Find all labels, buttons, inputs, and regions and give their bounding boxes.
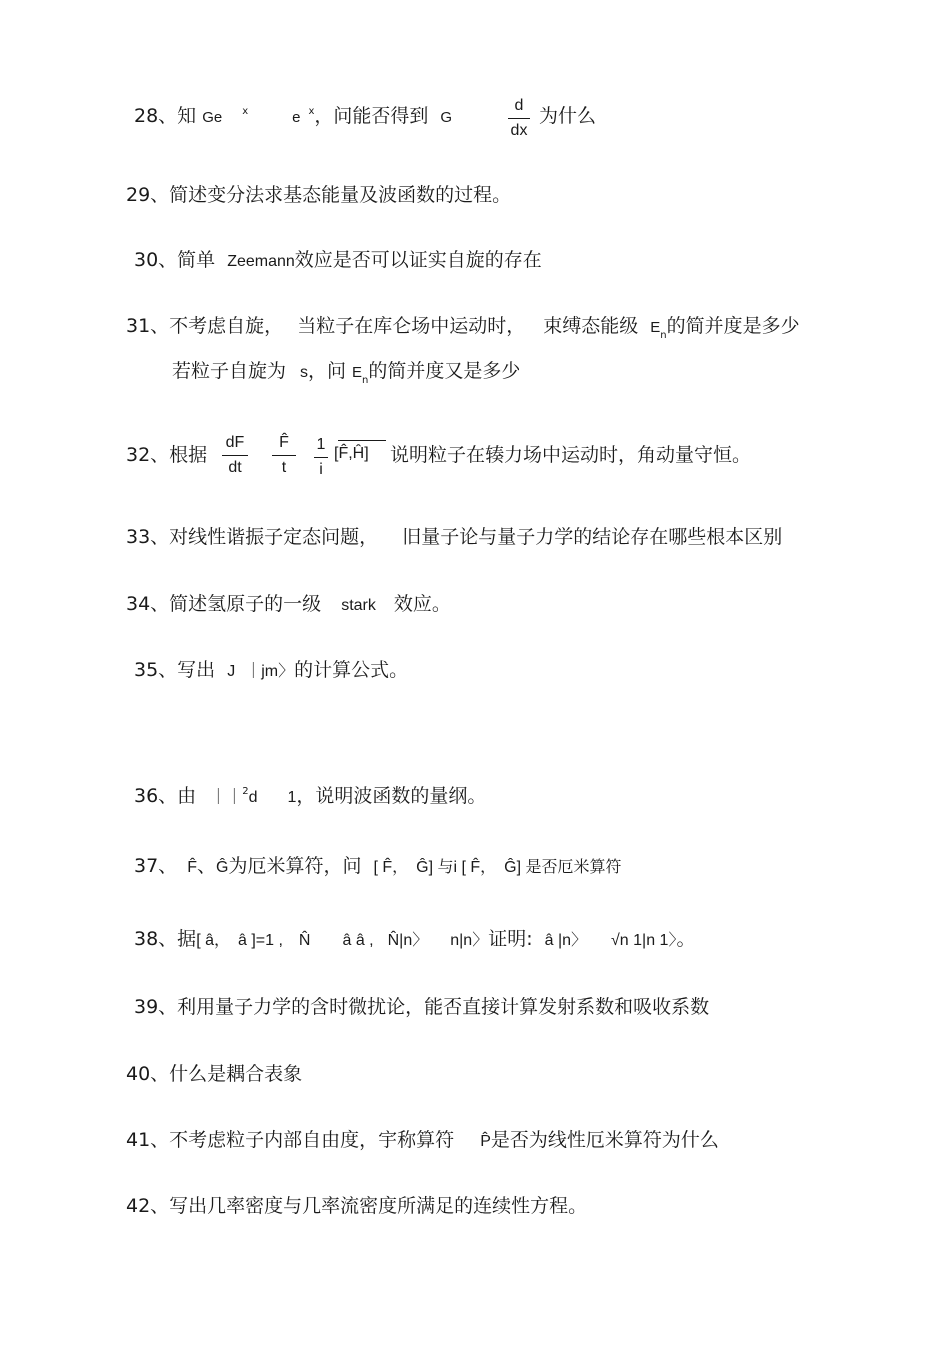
q36-bars: ｜｜: [210, 789, 243, 806]
question-42: 42、写出几率密度与几率流密度所满足的连续性方程。: [126, 1195, 588, 1217]
q38-c2: â ]=1 ,: [237, 932, 283, 949]
q31-a: 31、不考虑自旋，: [126, 315, 284, 337]
q41-P: P̂: [480, 1133, 491, 1150]
q28-frac-num: d: [514, 97, 524, 114]
q33-a: 33、对线性谐振子定态问题，: [126, 526, 379, 548]
q31-n2: n: [362, 375, 369, 386]
q34-end: 效应。: [393, 593, 451, 615]
question-35: [134, 661, 408, 680]
q28-x2: x: [308, 106, 315, 117]
q28-number: 28、知: [134, 105, 197, 127]
q32-dF: dF: [225, 434, 245, 451]
q31-s: s: [300, 364, 309, 381]
q32-end: 说明粒子在辏力场中运动时，角动量守恒。: [390, 444, 752, 466]
q38-nn: n|n〉: [450, 932, 489, 949]
question-33: [126, 528, 782, 547]
q38-an: â |n〉: [544, 932, 588, 949]
q32-frac-Ft: [272, 434, 296, 477]
q28-G2: G: [440, 109, 453, 126]
q32-frac-1i: [314, 436, 328, 479]
q32-F: F̂: [279, 434, 289, 451]
q37-sep: 、: [196, 855, 216, 877]
q37-G: Ĝ: [215, 859, 229, 876]
q37-c1b: Ĝ] 与: [416, 859, 454, 876]
q28-e: e: [292, 109, 301, 126]
q31-E2: E: [352, 364, 363, 381]
question-29: 29、简述变分法求基态能量及波函数的过程。: [126, 184, 512, 206]
q35-ket: ｜jm〉: [245, 663, 295, 680]
q38-c: [ â，: [196, 932, 230, 949]
q37-c1: [ F̂，: [373, 859, 409, 876]
q32-t: t: [281, 459, 287, 476]
question-37: [134, 857, 621, 876]
q28-frac-den: dx: [510, 122, 528, 139]
question-36: [134, 787, 486, 806]
q38-proof: 证明:: [488, 928, 533, 950]
q31-f: ，问: [308, 360, 347, 382]
q38-sqrt: √n 1|n 1〉: [611, 932, 677, 949]
question-38: [134, 930, 695, 949]
q28-mid: ，问能否得到: [314, 105, 429, 127]
q37-F: F̂: [187, 859, 197, 876]
q34-stark: stark: [341, 597, 376, 614]
question-31-line2: [172, 360, 521, 386]
q31-d: 的简并度是多少: [666, 315, 800, 337]
q32-one: 1: [316, 436, 326, 453]
question-31: [126, 315, 800, 341]
question-32-number: 32、根据: [126, 444, 208, 466]
q31-n: n: [660, 330, 667, 341]
q30-end: 效应是否可以证实自旋的存在: [294, 249, 542, 271]
q28-end: 为什么: [539, 105, 597, 127]
q35-J: J: [227, 663, 236, 680]
q30-zeeman: Zeemann: [227, 253, 295, 270]
q32-commutator: [F̂,Ĥ]: [334, 445, 369, 462]
q38-Nn: N̂|n〉: [387, 932, 429, 949]
q31-b: 当粒子在库仑场中运动时，: [297, 315, 526, 337]
q37-c2: Ĝ] 是否厄米算符: [504, 859, 622, 876]
q41-a: 41、不考虑粒子内部自由度，宇称算符: [126, 1129, 455, 1151]
q31-E: E: [650, 319, 661, 336]
q35-end: 的计算公式。: [294, 659, 409, 681]
q38-aa: â â ,: [342, 932, 374, 949]
q32-frac-dFdt: [222, 434, 248, 477]
question-40: 40、什么是耦合表象: [126, 1063, 303, 1085]
q28-Gexpr: Ge: [202, 109, 223, 126]
q38-end: 。: [676, 928, 696, 950]
q37-a: 为厄米算符，问: [228, 855, 362, 877]
q28-frac-bar: [508, 118, 530, 119]
q32-i: i: [319, 461, 323, 478]
q31-c: 束缚态能级: [543, 315, 639, 337]
q30-number: 30、简单: [134, 249, 216, 271]
q32-bar2: [272, 455, 296, 456]
q32-overline: [338, 440, 386, 441]
q36-d: d: [248, 789, 258, 806]
q33-b: 旧量子论与量子力学的结论存在哪些根本区别: [402, 526, 783, 548]
q36-number: 36、由: [134, 785, 197, 807]
q38-number: 38、据: [134, 928, 197, 950]
q32-dt: dt: [228, 459, 242, 476]
q37-number: 37、: [134, 855, 178, 877]
q41-b: 是否为线性厄米算符为什么: [490, 1129, 719, 1151]
question-30: [134, 251, 542, 270]
question-34: [126, 595, 451, 614]
q32-bar3: [314, 457, 328, 458]
q28-fraction: [508, 97, 530, 140]
question-41: [126, 1131, 719, 1150]
q38-N: N̂: [298, 932, 311, 949]
q31-g: 的简并度又是多少: [368, 360, 521, 382]
q36-two: 2: [242, 786, 249, 797]
q28-x1: x: [242, 106, 249, 117]
q37-i: i [ F̂，: [453, 859, 497, 876]
q36-end: ，说明波函数的量纲。: [296, 785, 487, 807]
q36-one: 1: [287, 789, 297, 806]
question-28: [134, 107, 452, 126]
q34-number: 34、简述氢原子的一级: [126, 593, 322, 615]
question-39: 39、利用量子力学的含时微扰论，能否直接计算发射系数和吸收系数: [134, 996, 710, 1018]
q32-bar1: [222, 455, 248, 456]
q31-e: 若粒子自旋为: [172, 360, 287, 382]
q35-number: 35、写出: [134, 659, 216, 681]
